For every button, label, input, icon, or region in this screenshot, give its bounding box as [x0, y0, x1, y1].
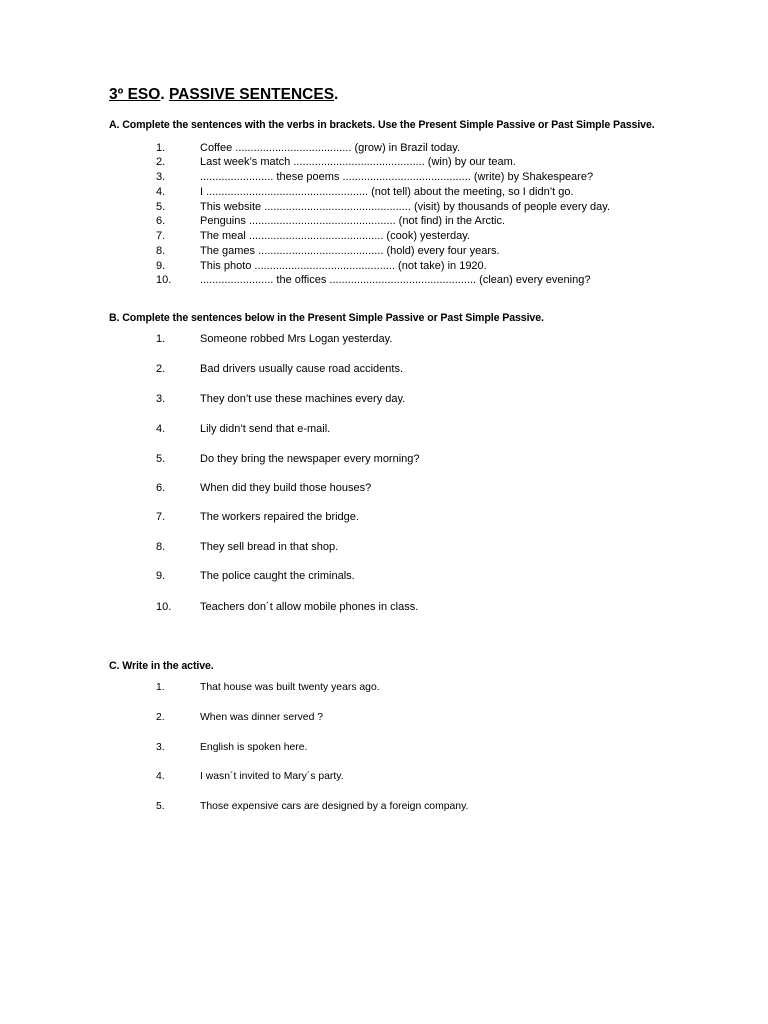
item-number: 6. — [156, 482, 166, 494]
item-text: Those expensive cars are designed by a foreign company. — [200, 801, 469, 812]
item-number: 8. — [156, 541, 166, 553]
item-number: 8. — [156, 245, 166, 257]
section-c-item — [0, 742, 768, 756]
title-course: 3º ESO — [109, 86, 161, 103]
item-number: 7. — [156, 511, 166, 523]
item-text: Do they bring the newspaper every morning? — [200, 453, 420, 465]
item-text: Lily didn’t send that e-mail. — [200, 423, 331, 435]
item-number: 2. — [156, 712, 165, 723]
item-number: 2. — [156, 363, 166, 375]
item-number: 4. — [156, 423, 166, 435]
item-text: They sell bread in that shop. — [200, 541, 339, 553]
item-number: 3. — [156, 171, 166, 183]
item-number: 5. — [156, 453, 166, 465]
section-b-item — [0, 423, 768, 437]
item-number: 4. — [156, 186, 166, 198]
section-b-item — [0, 511, 768, 525]
section-a-item — [0, 260, 768, 274]
title-separator: . — [160, 86, 169, 103]
section-a-heading: A. Complete the sentences with the verbs in brackets. Use the Present Simple Passive or Past Simple Passive. — [109, 119, 655, 131]
section-a-item — [0, 230, 768, 244]
item-text: Teachers don´t allow mobile phones in class. — [200, 601, 419, 613]
item-text: This photo .............................................. (not take) in 1920. — [200, 260, 487, 272]
item-text: Penguins ................................................ (not find) in the Arctic. — [200, 215, 506, 227]
section-a-item — [0, 156, 768, 170]
item-number: 6. — [156, 215, 166, 227]
item-text: When did they build those houses? — [200, 482, 372, 494]
section-a-item — [0, 171, 768, 185]
item-text: This website ................................................ (visit) by thousands of people every day. — [200, 201, 611, 213]
section-b-item — [0, 453, 768, 467]
section-b-item — [0, 333, 768, 347]
item-number: 10. — [156, 601, 172, 613]
item-text: The games ......................................... (hold) every four years. — [200, 245, 500, 257]
section-a-item — [0, 274, 768, 288]
item-text: That house was built twenty years ago. — [200, 682, 380, 693]
section-a-item — [0, 245, 768, 259]
item-number: 9. — [156, 260, 166, 272]
item-text: The meal ............................................ (cook) yesterday. — [200, 230, 470, 242]
section-c-item — [0, 712, 768, 726]
title-end: . — [334, 86, 339, 103]
item-text: The police caught the criminals. — [200, 570, 355, 582]
item-text: ........................ these poems .......................................... (write) by Shakespeare? — [200, 171, 594, 183]
section-b-item — [0, 541, 768, 555]
section-b-item — [0, 570, 768, 584]
item-text: Bad drivers usually cause road accidents. — [200, 363, 403, 375]
item-number: 9. — [156, 570, 166, 582]
item-text: When was dinner served ? — [200, 712, 324, 723]
item-number: 1. — [156, 333, 166, 345]
item-text: Coffee ...................................... (grow) in Brazil today. — [200, 142, 461, 154]
item-number: 7. — [156, 230, 166, 242]
section-a-item — [0, 142, 768, 156]
item-text: ........................ the offices ................................................ (clean) every evening? — [200, 274, 591, 286]
section-b-item — [0, 601, 768, 615]
section-c-item — [0, 682, 768, 696]
item-text: I wasn´t invited to Mary´s party. — [200, 771, 344, 782]
section-b-heading: B. Complete the sentences below in the Present Simple Passive or Past Simple Passive. — [109, 312, 544, 324]
section-b-item — [0, 363, 768, 377]
section-b-item — [0, 393, 768, 407]
item-number: 1. — [156, 142, 166, 154]
item-number: 5. — [156, 201, 166, 213]
title-topic: PASSIVE SENTENCES — [168, 86, 335, 103]
item-number: 10. — [156, 274, 172, 286]
section-b-item — [0, 482, 768, 496]
item-text: They don’t use these machines every day. — [200, 393, 406, 405]
section-c-item — [0, 771, 768, 785]
section-a-item — [0, 186, 768, 200]
item-text: Last week’s match ........................................... (win) by our team. — [200, 156, 516, 168]
item-text: Someone robbed Mrs Logan yesterday. — [200, 333, 393, 345]
section-a-item — [0, 215, 768, 229]
section-c-item — [0, 801, 768, 815]
item-text: The workers repaired the bridge. — [200, 511, 359, 523]
item-number: 2. — [156, 156, 166, 168]
section-c-heading: C. Write in the active. — [109, 660, 214, 672]
item-number: 1. — [156, 682, 165, 693]
item-number: 5. — [156, 801, 165, 812]
item-number: 4. — [156, 771, 165, 782]
item-text: I ..................................................... (not tell) about the meeting, so I didn’t go. — [200, 186, 574, 198]
page-title — [109, 86, 338, 104]
item-number: 3. — [156, 393, 166, 405]
section-a-item — [0, 201, 768, 215]
item-number: 3. — [156, 742, 165, 753]
item-text: English is spoken here. — [200, 742, 308, 753]
